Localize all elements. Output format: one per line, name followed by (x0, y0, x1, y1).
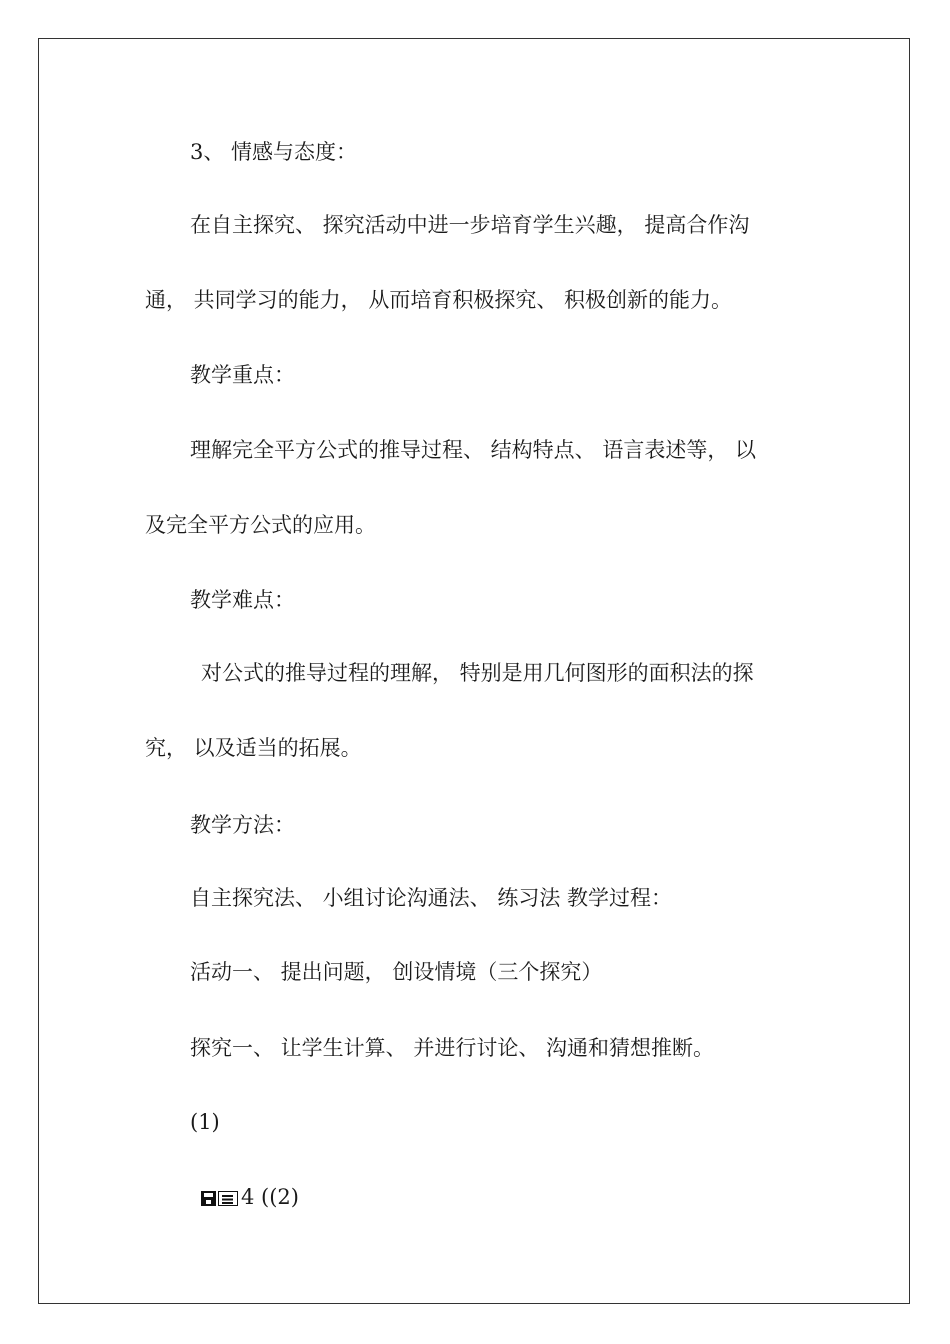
floppy-disk-icon (201, 1191, 216, 1206)
paragraph-attitude-line-1: 在自主探究、 探究活动中进一步培育学生兴趣， 提高合作沟 (190, 213, 750, 237)
paragraph-difficult-points-line-2: 究， 以及适当的拓展。 (145, 736, 362, 760)
paragraph-teaching-methods: 自主探究法、 小组讨论沟通法、 练习法 教学过程： (190, 886, 673, 910)
exploration-one: 探究一、 让学生计算、 并进行讨论、 沟通和猜想推断。 (190, 1036, 715, 1060)
heading-teaching-methods: 教学方法： (190, 813, 295, 837)
paragraph-difficult-points-line-1: 对公式的推导过程的理解， 特别是用几何图形的面积法的探 (201, 661, 754, 685)
item-1: (1) (190, 1110, 220, 1134)
paragraph-attitude-line-2: 通， 共同学习的能力， 从而培育积极探究、 积极创新的能力。 (145, 288, 733, 312)
document-icon (218, 1191, 238, 1206)
paragraph-key-points-line-2: 及完全平方公式的应用。 (145, 513, 376, 537)
heading-attitude: 3、 情感与态度： (190, 140, 358, 164)
paragraph-key-points-line-1: 理解完全平方公式的推导过程、 结构特点、 语言表述等， 以 (190, 438, 757, 462)
heading-difficult-points: 教学难点： (190, 588, 295, 612)
item-2-row (201, 1182, 299, 1212)
activity-one: 活动一、 提出问题， 创设情境（三个探究） (190, 960, 603, 984)
heading-key-points: 教学重点： (190, 363, 295, 387)
item-2-text: 4 ((2) (241, 1185, 299, 1209)
